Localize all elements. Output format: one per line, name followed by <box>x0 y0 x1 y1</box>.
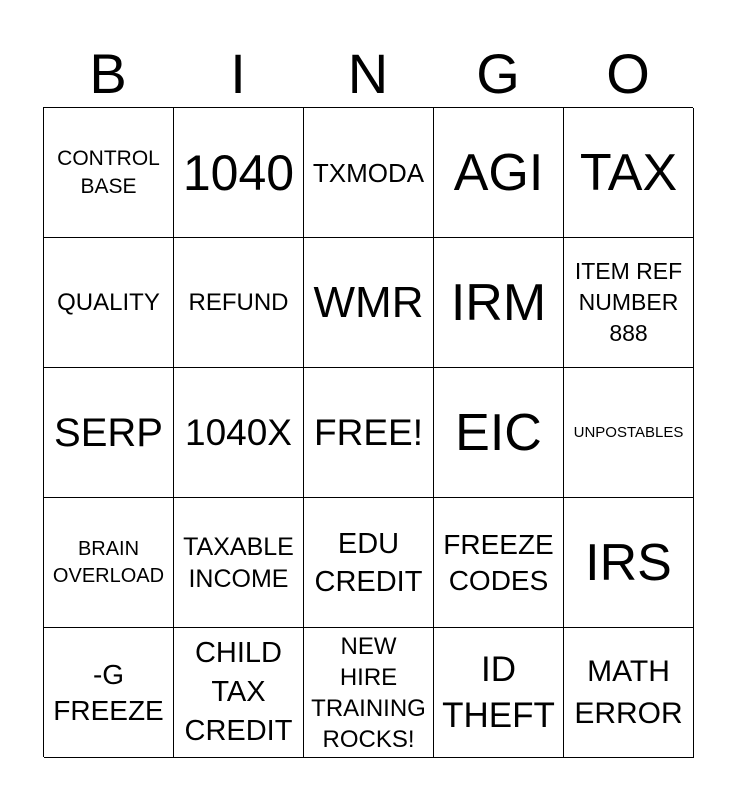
bingo-cell[interactable] <box>564 368 694 498</box>
cell-text: SERP <box>54 410 163 455</box>
cell-text: TXMODA <box>312 157 425 188</box>
header-letter-i: I <box>230 42 246 105</box>
bingo-cell[interactable] <box>304 368 434 498</box>
bingo-header <box>43 40 693 108</box>
bingo-cell[interactable] <box>44 238 174 368</box>
bingo-cell[interactable] <box>434 108 564 238</box>
bingo-cell[interactable] <box>434 368 564 498</box>
cell-text: 1040 <box>182 144 295 201</box>
bingo-cell[interactable] <box>564 628 694 758</box>
cell-text: AGI <box>453 143 544 202</box>
bingo-cell[interactable] <box>174 238 304 368</box>
bingo-cell[interactable] <box>44 368 174 498</box>
bingo-cell[interactable] <box>44 498 174 628</box>
cell-text: 1040X <box>185 411 292 453</box>
bingo-cell[interactable] <box>304 628 434 758</box>
cell-text: WMR <box>313 277 424 327</box>
bingo-cell[interactable] <box>174 368 304 498</box>
cell-text: EDU CREDIT <box>314 527 423 598</box>
cell-text: CHILD TAX CREDIT <box>184 637 293 747</box>
cell-text: MATH ERROR <box>574 654 683 730</box>
cell-text: CONTROL BASE <box>57 146 160 198</box>
bingo-cell[interactable] <box>304 108 434 238</box>
cell-text: ID THEFT <box>442 649 555 735</box>
header-letter-n: N <box>347 42 389 105</box>
cell-text: BRAIN OVERLOAD <box>52 537 165 587</box>
bingo-cell[interactable] <box>44 108 174 238</box>
cell-text: NEW HIRE TRAINING ROCKS! <box>311 632 426 753</box>
header-letter-g: G <box>476 42 520 105</box>
cell-text: IRM <box>450 273 547 332</box>
bingo-board <box>43 107 693 757</box>
cell-text: REFUND <box>188 288 289 316</box>
bingo-cell[interactable] <box>304 498 434 628</box>
bingo-cell[interactable] <box>304 238 434 368</box>
cell-text: EIC <box>455 403 542 462</box>
header-letter-b: B <box>89 42 127 105</box>
cell-text: TAXABLE INCOME <box>183 532 294 593</box>
cell-text: TAX <box>579 143 678 202</box>
cell-text: ITEM REF NUMBER 888 <box>574 258 683 346</box>
cell-text: QUALITY <box>57 288 160 316</box>
bingo-cell[interactable] <box>174 108 304 238</box>
cell-text: UNPOSTABLES <box>573 423 684 441</box>
cell-text: FREEZE CODES <box>443 528 554 596</box>
cell-text: -G FREEZE <box>53 658 164 726</box>
bingo-cell[interactable] <box>564 498 694 628</box>
cell-text: FREE! <box>314 411 423 453</box>
bingo-cell[interactable] <box>174 498 304 628</box>
bingo-cell[interactable] <box>434 628 564 758</box>
bingo-cell[interactable] <box>434 498 564 628</box>
bingo-cell[interactable] <box>564 238 694 368</box>
header-letter-o: O <box>606 42 650 105</box>
bingo-cell[interactable] <box>44 628 174 758</box>
cell-text: IRS <box>585 533 672 592</box>
bingo-cell[interactable] <box>174 628 304 758</box>
bingo-cell[interactable] <box>564 108 694 238</box>
bingo-cell[interactable] <box>434 238 564 368</box>
